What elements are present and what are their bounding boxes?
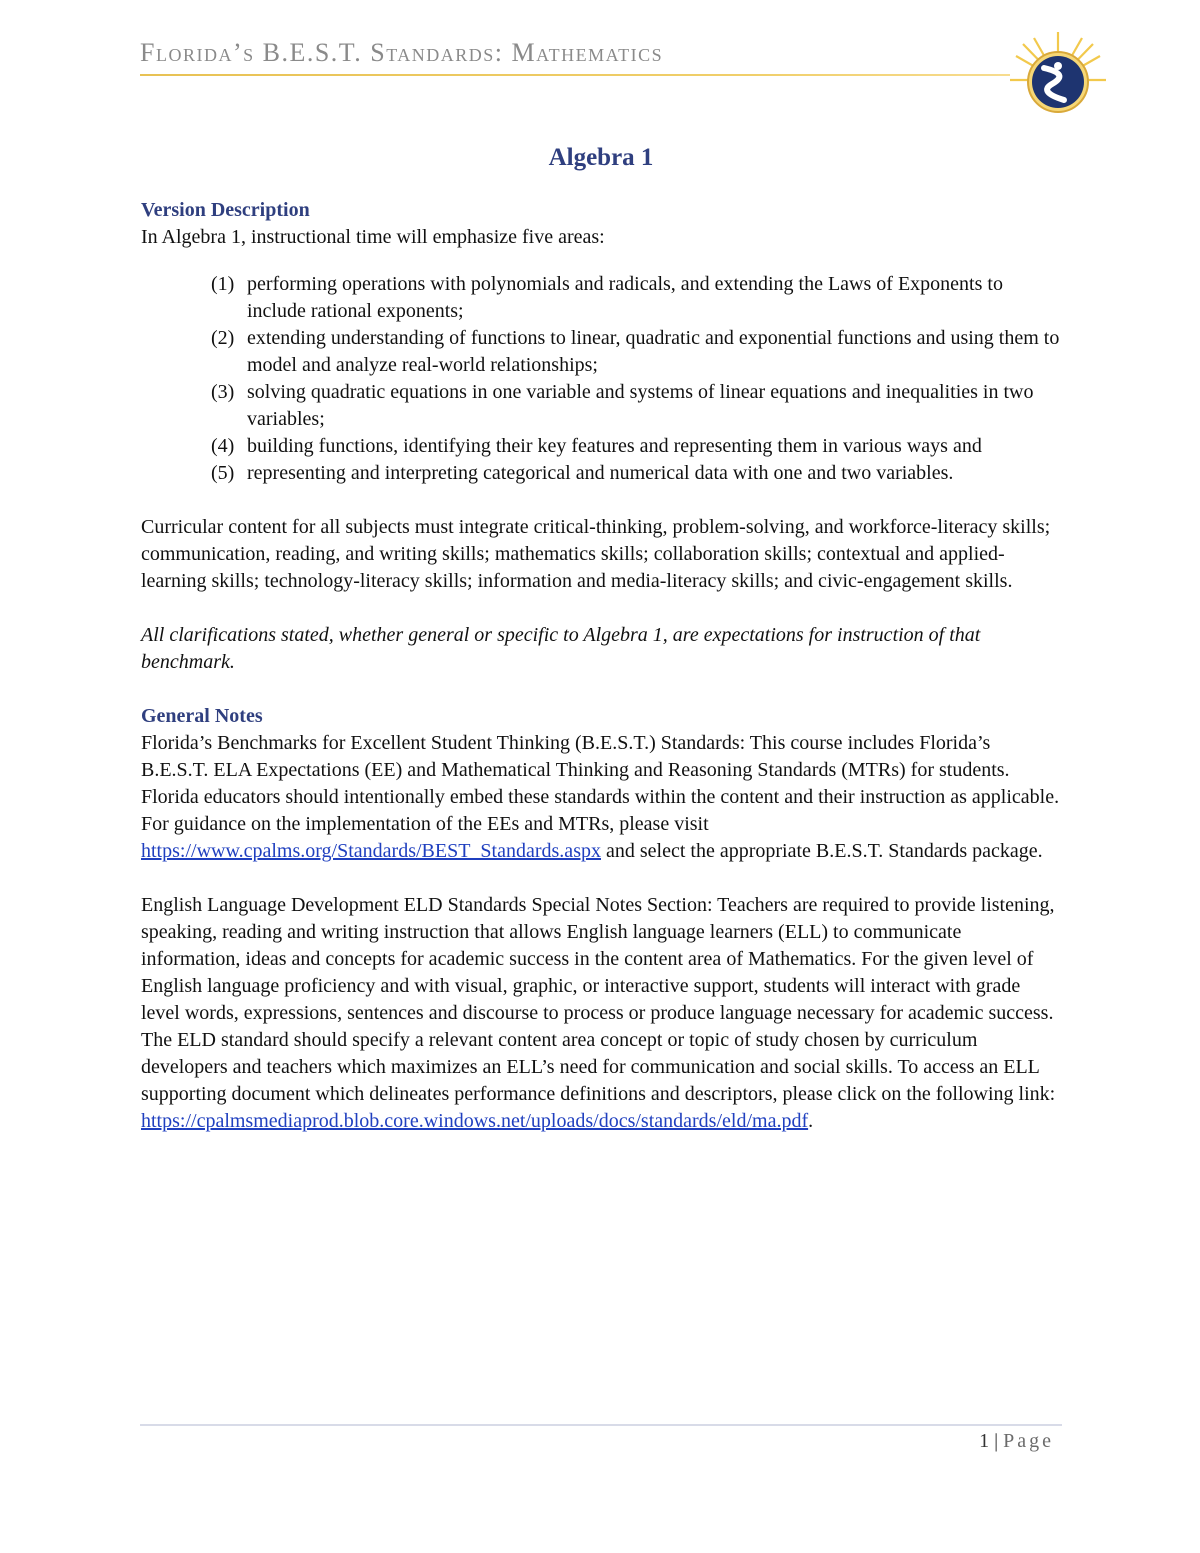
page-separator: | bbox=[994, 1430, 999, 1452]
list-item-number: (5) bbox=[211, 462, 235, 484]
list-item-text: solving quadratic equations in one variable and systems of linear equations and inequalities in two variables; bbox=[247, 381, 1034, 430]
page-label: Page bbox=[1003, 1430, 1054, 1452]
best-standards-link[interactable]: https://www.cpalms.org/Standards/BEST_Standards.aspx bbox=[141, 840, 601, 862]
page-number: 1 bbox=[979, 1430, 990, 1452]
general-notes-heading: General Notes bbox=[141, 705, 263, 727]
document-title: Algebra 1 bbox=[548, 144, 654, 171]
header-title: Florida’s B.E.S.T. Standards: Mathematics bbox=[140, 38, 664, 67]
list-item-number: (3) bbox=[211, 381, 235, 403]
florida-doe-logo-icon bbox=[1008, 30, 1108, 130]
list-item bbox=[211, 379, 1061, 433]
list-item-number: (2) bbox=[211, 327, 235, 349]
footer-rule bbox=[140, 1424, 1062, 1426]
eld-text: English Language Development ELD Standards Special Notes Section: Teachers are required to provide listening, speaking, reading and writing instruction that allows English language learners (ELL) to communicate information, ideas and concepts for academic success in the content area of Mathematics. For the given level of English language proficiency and with visual, graphic, or interactive support, students will interact with grade level words, expressions, sentences and discourse to process or produce language necessary for academic success. The ELD standard should specify a relevant content area concept or topic of study chosen by curriculum developers and teachers which maximizes an ELL’s need for communication and social skills. To access an ELL supporting document which delineates performance definitions and descriptors, please click on the following link: bbox=[141, 894, 1056, 1105]
general-notes-text-end: and select the appropriate B.E.S.T. Standards package. bbox=[600, 840, 1043, 862]
curricular-paragraph: Curricular content for all subjects must integrate critical-thinking, problem-solving, and workforce-literacy skills; communication, reading, and writing skills; mathematics skills; collaboration skills; contextual and applied-learning skills; technology-literacy skills; information and media-literacy skills; and civic-engagement skills. bbox=[141, 516, 1051, 592]
list-item-number: (1) bbox=[211, 273, 235, 295]
version-intro: In Algebra 1, instructional time will emphasize five areas: bbox=[141, 226, 605, 248]
page-footer bbox=[979, 1430, 1054, 1453]
version-description-heading: Version Description bbox=[141, 199, 310, 221]
general-notes-paragraph bbox=[141, 730, 1061, 865]
header-rule bbox=[140, 74, 1010, 76]
list-item-text: representing and interpreting categorical and numerical data with one and two variables. bbox=[247, 462, 954, 484]
page-header bbox=[140, 38, 1100, 108]
list-item bbox=[211, 433, 1061, 460]
areas-list bbox=[141, 271, 1061, 487]
eld-link-suffix: . bbox=[808, 1110, 814, 1132]
list-item-text: performing operations with polynomials and radicals, and extending the Laws of Exponents to include rational exponents; bbox=[247, 273, 1003, 322]
list-item bbox=[211, 460, 1061, 487]
clarifications-note: All clarifications stated, whether general or specific to Algebra 1, are expectations for instruction of that benchmark. bbox=[141, 624, 981, 673]
list-item bbox=[211, 271, 1061, 325]
document-body bbox=[141, 140, 1061, 1135]
list-item-text: building functions, identifying their key features and representing them in various ways and bbox=[247, 435, 982, 457]
list-item-text: extending understanding of functions to linear, quadratic and exponential functions and using them to model and analyze real-world relationships; bbox=[247, 327, 1060, 376]
eld-paragraph bbox=[141, 892, 1061, 1135]
general-notes-text: Florida’s Benchmarks for Excellent Student Thinking (B.E.S.T.) Standards: This course includes Florida’s B.E.S.T. ELA Expectations (EE) and Mathematical Thinking and Reasoning Standards (MTRs) for students. Florida educators should intentionally embed these standards within the content and their instruction as applicable. For guidance on the implementation of the EEs and MTRs, please visit bbox=[141, 732, 1060, 835]
list-item-number: (4) bbox=[211, 435, 235, 457]
eld-document-link[interactable]: https://cpalmsmediaprod.blob.core.windows.net/uploads/docs/standards/eld/ma.pdf bbox=[141, 1110, 809, 1132]
list-item bbox=[211, 325, 1061, 379]
